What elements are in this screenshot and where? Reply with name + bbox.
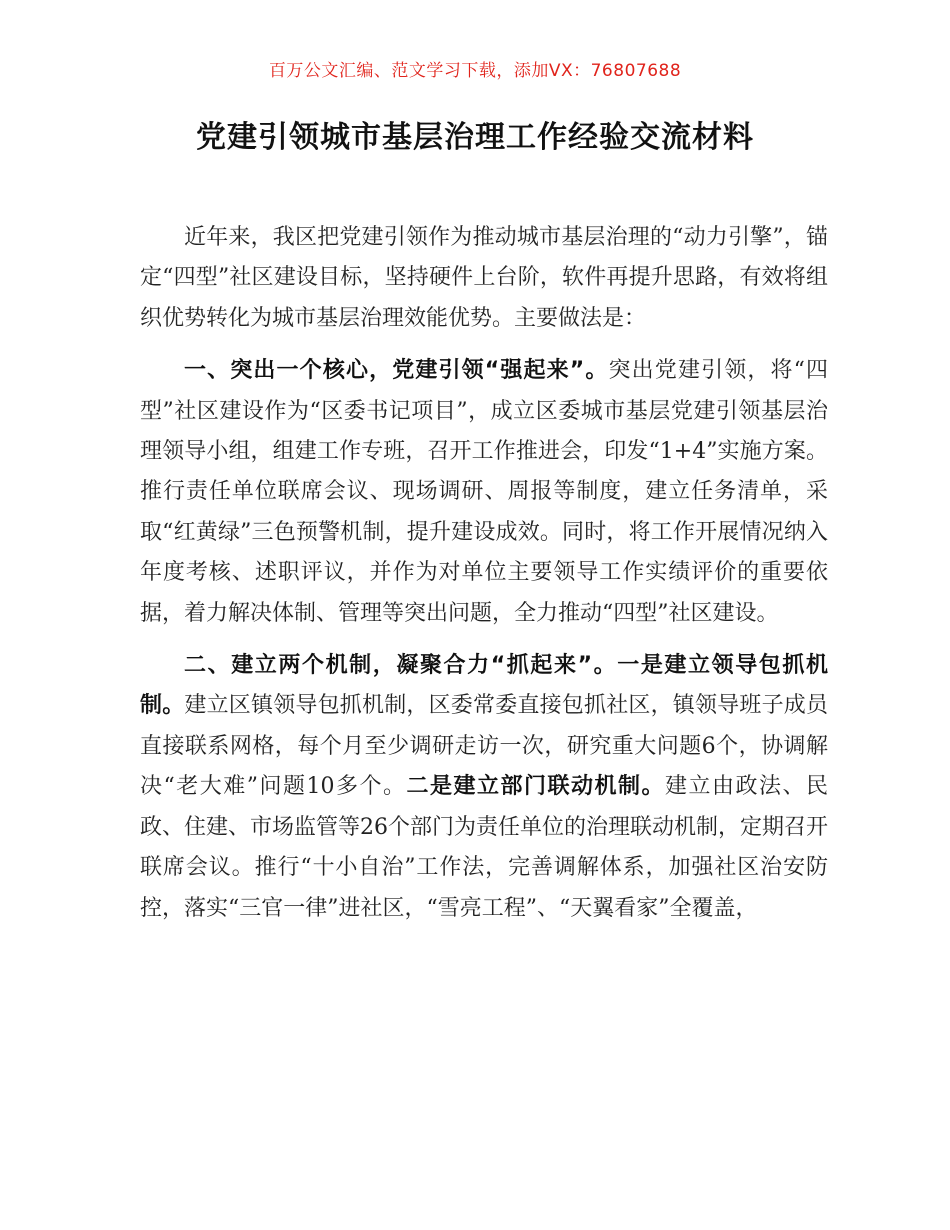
section-2-sub1-heading: 一是建立领导包抓机制。 (140, 653, 828, 719)
paragraph-intro (140, 218, 828, 339)
document-body (140, 218, 828, 941)
section-2-sub2-text: 建立由政法、民政、住建、市场监管等26个部门为责任单位的治理联动机制，定期召开联席会议。推行“十小自治”工作法，完善调解体系，加强社区治安防控，落实“三官一律”进社区，“雪亮工程”、“天翼看家”全覆盖， (140, 774, 828, 921)
document-title: 党建引领城市基层治理工作经验交流材料 (196, 120, 754, 155)
paragraph-section-1 (140, 351, 828, 634)
section-2-sub1-text: 建立区镇领导包抓机制，区委常委直接包抓社区，镇领导班子成员直接联系网格，每个月至少调研走访一次，研究重大问题6个，协调解决“老大难”问题10多个。 (140, 693, 828, 800)
section-1-heading: 一、突出一个核心，党建引领“强起来”。 (184, 358, 609, 384)
section-2-sub2-heading: 二是建立部门联动机制。 (406, 774, 665, 800)
paragraph-intro-text: 近年来，我区把党建引领作为推动城市基层治理的“动力引擎”，锚定“四型”社区建设目标，坚持硬件上台阶，软件再提升思路，有效将组织优势转化为城市基层治理效能优势。主要做法是： (140, 225, 828, 331)
section-2-heading: 二、建立两个机制，凝聚合力“抓起来”。 (184, 653, 618, 679)
watermark-banner: 百万公文汇编、范文学习下载，添加VX：76807688 (268, 61, 682, 81)
section-1-text: 突出党建引领，将“四型”社区建设作为“区委书记项目”，成立区委城市基层党建引领基层治理领导小组，组建工作专班，召开工作推进会，印发“1+4”实施方案。推行责任单位联席会议、现场调研、周报等制度，建立任务清单，采取“红黄绿”三色预警机制，提升建设成效。同时，将工作开展情况纳入年度考核、述职评议，并作为对单位主要领导工作实绩评价的重要依据，着力解决体制、管理等突出问题，全力推动“四型”社区建设。 (140, 358, 829, 626)
paragraph-section-2 (140, 646, 828, 929)
